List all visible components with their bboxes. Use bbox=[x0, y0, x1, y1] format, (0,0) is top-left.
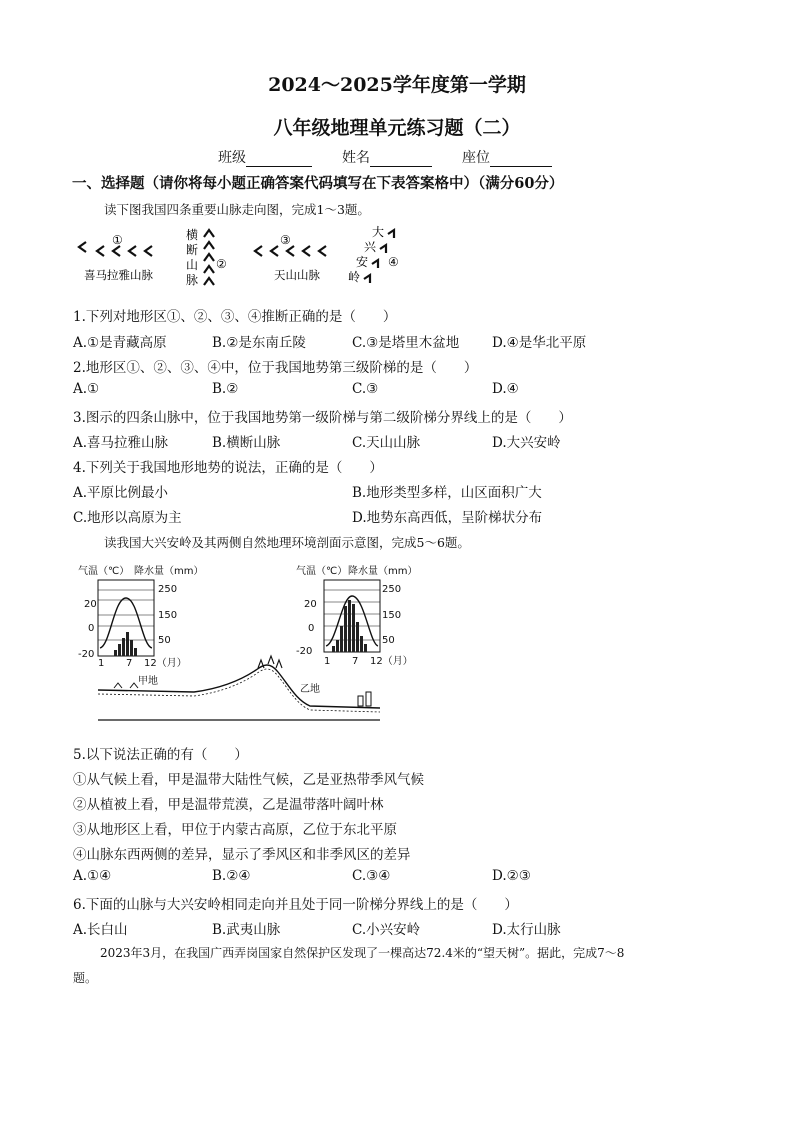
marker-3: ③ bbox=[280, 233, 291, 247]
left-temp-tick-neg20: -20 bbox=[78, 649, 95, 660]
terrain-profile bbox=[98, 656, 380, 720]
right-temp-tick-20: 20 bbox=[304, 599, 317, 610]
right-precip-tick-250: 250 bbox=[382, 584, 402, 595]
left-month-1: 1 bbox=[98, 658, 105, 669]
question-6: 6.下面的山脉与大兴安岭相同走向并且处于同一阶梯分界线上的是（ ） bbox=[73, 897, 518, 913]
q2-option-d[interactable]: D.④ bbox=[492, 381, 519, 397]
class-label: 班级 bbox=[218, 150, 246, 166]
q6-option-a[interactable]: A.长白山 bbox=[73, 922, 128, 938]
hengduan-char-2: 断 bbox=[186, 243, 199, 257]
right-month-1: 1 bbox=[324, 656, 331, 667]
intro-q5-6: 读我国大兴安岭及其两侧自然地理环境剖面示意图，完成5～6题。 bbox=[104, 535, 470, 550]
q3-option-d[interactable]: D.大兴安岭 bbox=[492, 435, 561, 451]
q1-option-d[interactable]: D.④是华北平原 bbox=[492, 335, 587, 351]
hengduan-chevrons bbox=[204, 230, 214, 285]
q5-statement-4: ④山脉东西两侧的差异，显示了季风区和非季风区的差异 bbox=[73, 847, 411, 863]
tianshan-label: 天山山脉 bbox=[274, 268, 320, 282]
right-month-12: 12（月） bbox=[370, 656, 413, 667]
right-precip-label: 降水量（mm） bbox=[348, 566, 418, 577]
q2-option-a[interactable]: A.① bbox=[73, 381, 100, 397]
q1-option-b[interactable]: B.②是东南丘陵 bbox=[212, 335, 306, 351]
name-blank[interactable] bbox=[370, 152, 432, 167]
marker-2: ② bbox=[216, 257, 227, 271]
q1-option-a[interactable]: A.①是青藏高原 bbox=[73, 335, 167, 351]
q4-option-c[interactable]: C.地形以高原为主 bbox=[73, 510, 182, 526]
dxal-char-4: 岭 bbox=[348, 270, 361, 284]
intro-q1-3: 读下图我国四条重要山脉走向图，完成1～3题。 bbox=[104, 202, 370, 217]
right-precip-tick-50: 50 bbox=[382, 635, 395, 646]
q6-option-c[interactable]: C.小兴安岭 bbox=[352, 922, 421, 938]
left-precip-bars bbox=[114, 632, 137, 656]
q5-statement-3: ③从地形区上看，甲位于内蒙古高原，乙位于东北平原 bbox=[73, 822, 397, 838]
q5-statement-2: ②从植被上看，甲是温带荒漠，乙是温带落叶阔叶林 bbox=[73, 797, 384, 813]
right-temp-tick-neg20: -20 bbox=[296, 646, 313, 657]
right-temp-label: 气温（℃） bbox=[296, 566, 348, 577]
q2-option-c[interactable]: C.③ bbox=[352, 381, 379, 397]
exam-title: 八年级地理单元练习题（二） bbox=[273, 117, 521, 139]
right-precip-tick-150: 150 bbox=[382, 610, 402, 621]
q5-statement-1: ①从气候上看，甲是温带大陆性气候，乙是亚热带季风气候 bbox=[73, 772, 424, 788]
q5-option-d[interactable]: D.②③ bbox=[492, 868, 531, 884]
dxal-char-3: 安 bbox=[356, 255, 369, 269]
q3-option-c[interactable]: C.天山山脉 bbox=[352, 435, 421, 451]
left-precip-tick-250: 250 bbox=[158, 584, 178, 595]
seat-label: 座位 bbox=[462, 150, 490, 166]
q3-option-a[interactable]: A.喜马拉雅山脉 bbox=[73, 435, 169, 451]
q6-option-b[interactable]: B.武夷山脉 bbox=[212, 922, 281, 938]
q6-option-d[interactable]: D.太行山脉 bbox=[492, 922, 561, 938]
hengduan-char-3: 山 bbox=[186, 258, 199, 272]
left-temp-tick-0: 0 bbox=[88, 623, 95, 634]
question-4: 4.下列关于我国地形地势的说法，正确的是（ ） bbox=[73, 460, 383, 476]
right-month-7: 7 bbox=[352, 656, 359, 667]
q5-option-c[interactable]: C.③④ bbox=[352, 868, 391, 884]
q2-option-b[interactable]: B.② bbox=[212, 381, 239, 397]
q1-option-c[interactable]: C.③是塔里木盆地 bbox=[352, 335, 460, 351]
right-temp-tick-0: 0 bbox=[308, 623, 315, 634]
question-3: 3.图示的四条山脉中，位于我国地势第一级阶梯与第二级阶梯分界线上的是（ ） bbox=[73, 410, 572, 426]
q5-option-b[interactable]: B.②④ bbox=[212, 868, 251, 884]
question-1: 1.下列对地形区①、②、③、④推断正确的是（ ） bbox=[73, 309, 397, 325]
seat-blank[interactable] bbox=[490, 152, 552, 167]
year-term-title: 2024～2025学年度第一学期 bbox=[268, 74, 526, 96]
question-5: 5.以下说法正确的有（ ） bbox=[73, 747, 248, 763]
hengduan-label bbox=[186, 227, 198, 287]
class-blank[interactable] bbox=[246, 152, 312, 167]
place-b-label: 乙地 bbox=[300, 684, 320, 695]
tianshan-chevrons bbox=[255, 246, 326, 256]
place-a-label: 甲地 bbox=[138, 676, 158, 687]
student-info-line bbox=[218, 147, 552, 167]
question-2: 2.地形区①、②、③、④中，位于我国地势第三级阶梯的是（ ） bbox=[73, 360, 478, 376]
marker-1: ① bbox=[112, 233, 123, 247]
q4-option-a[interactable]: A.平原比例最小 bbox=[73, 485, 169, 501]
mountain-direction-figure bbox=[74, 222, 424, 292]
dxal-char-1: 大 bbox=[372, 225, 385, 239]
q3-option-b[interactable]: B.横断山脉 bbox=[212, 435, 281, 451]
q4-option-d[interactable]: D.地势东高西低，呈阶梯状分布 bbox=[352, 510, 543, 526]
left-precip-tick-50: 50 bbox=[158, 635, 171, 646]
name-label: 姓名 bbox=[342, 150, 370, 166]
daxinganling-label bbox=[348, 224, 384, 284]
profile-climate-figure bbox=[74, 560, 418, 728]
section-title: 一、选择题（请你将每小题正确答案代码填写在下表答案格中）（满分60分） bbox=[72, 175, 564, 192]
left-month-12: 12（月） bbox=[144, 658, 187, 669]
hengduan-char-1: 横 bbox=[186, 228, 199, 242]
left-month-7: 7 bbox=[126, 658, 133, 669]
hengduan-char-4: 脉 bbox=[186, 273, 199, 287]
left-temp-tick-20: 20 bbox=[84, 599, 97, 610]
left-precip-label: 降水量（mm） bbox=[134, 566, 204, 577]
intro-q7-8-line1: 2023年3月，在我国广西弄岗国家自然保护区发现了一棵高达72.4米的“望天树”。据此，完成7～8 bbox=[100, 946, 625, 960]
himalaya-label: 喜马拉雅山脉 bbox=[84, 268, 153, 282]
q5-option-a[interactable]: A.①④ bbox=[73, 868, 112, 884]
marker-4: ④ bbox=[388, 255, 399, 269]
intro-q7-8-line2: 题。 bbox=[73, 971, 98, 985]
left-temp-label: 气温（℃） bbox=[78, 566, 130, 577]
dxal-char-2: 兴 bbox=[364, 240, 377, 254]
q4-option-b[interactable]: B.地形类型多样，山区面积广大 bbox=[352, 485, 542, 501]
left-precip-tick-150: 150 bbox=[158, 610, 178, 621]
